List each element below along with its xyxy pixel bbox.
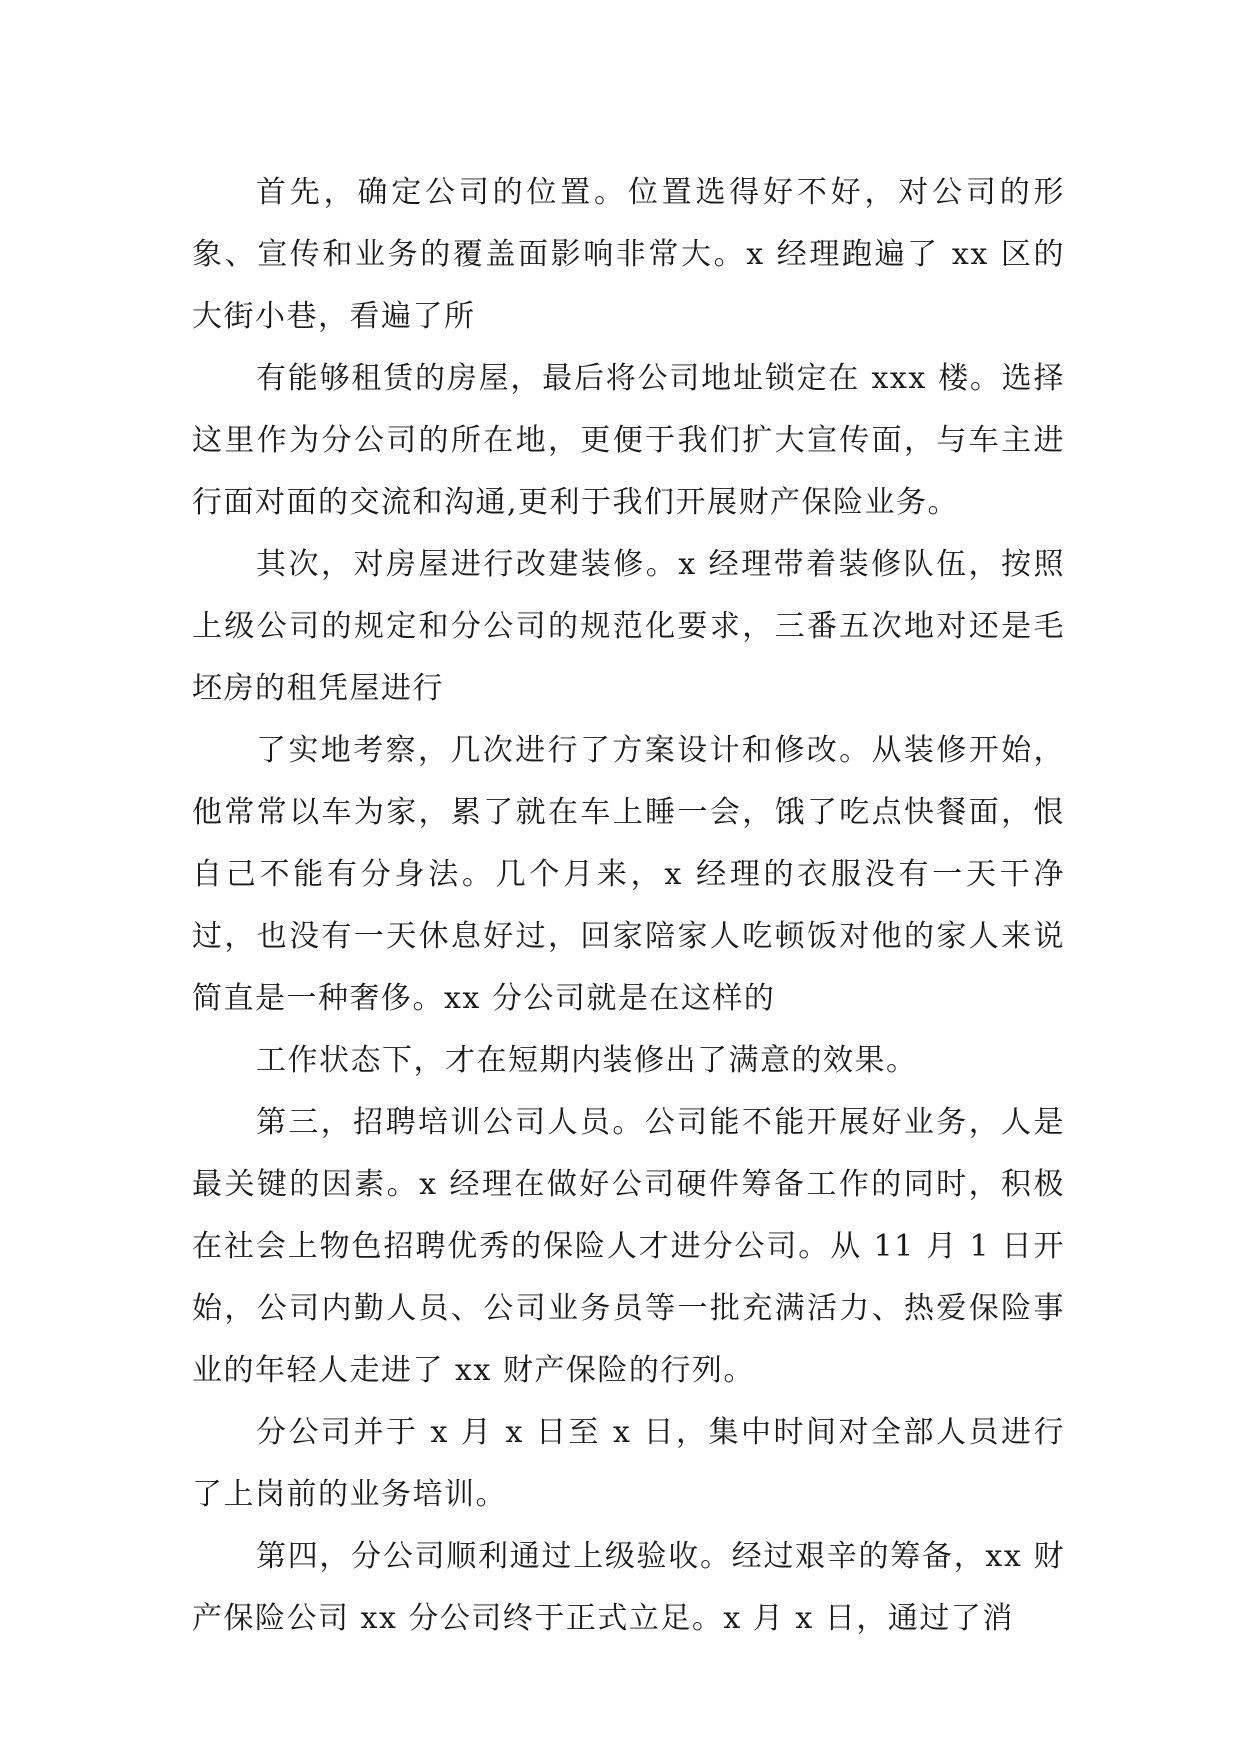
paragraph-6: 第三，招聘培训公司人员。公司能不能开展好业务，人是最关键的因素。x 经理在做好公司硬件筹备工作的同时，积极在社会上物色招聘优秀的保险人才进分公司。从 11 月 1 日开始，公司内勤人员、公司业务员等一批充满活力、热爱保险事业的年轻人走进了 xx 财产保险的行列。 — [192, 1105, 1065, 1388]
paragraph-5: 工作状态下，才在短期内装修出了满意的效果。 — [256, 1043, 918, 1078]
paragraph-2: 有能够租赁的房屋，最后将公司地址锁定在 xxx 楼。选择这里作为分公司的所在地，更便于我们扩大宣传面，与车主进行面对面的交流和沟通,更利于我们开展财产保险业务。 — [192, 361, 1065, 520]
paragraph-3: 其次，对房屋进行改建装修。x 经理带着装修队伍，按照上级公司的规定和分公司的规范化要求，三番五次地对还是毛坯房的租凭屋进行 — [192, 547, 1065, 706]
paragraph-7: 分公司并于 x 月 x 日至 x 日，集中时间对全部人员进行了上岗前的业务培训。 — [192, 1415, 1065, 1512]
paragraph-8: 第四，分公司顺利通过上级验收。经过艰辛的筹备，xx 财产保险公司 xx 分公司终于正式立足。x 月 x 日，通过了消 — [192, 1539, 1065, 1636]
paragraph-1: 首先，确定公司的位置。位置选得好不好，对公司的形象、宣传和业务的覆盖面影响非常大。x 经理跑遍了 xx 区的大街小巷，看遍了所 — [192, 175, 1065, 334]
paragraph-4: 了实地考察，几次进行了方案设计和修改。从装修开始，他常常以车为家，累了就在车上睡一会，饿了吃点快餐面，恨自己不能有分身法。几个月来，x 经理的衣服没有一天干净过，也没有一天休息好过，回家陪家人吃顿饭对他的家人来说简直是一种奢侈。xx 分公司就是在这样的 — [192, 733, 1065, 1016]
document-body — [192, 162, 1065, 1650]
